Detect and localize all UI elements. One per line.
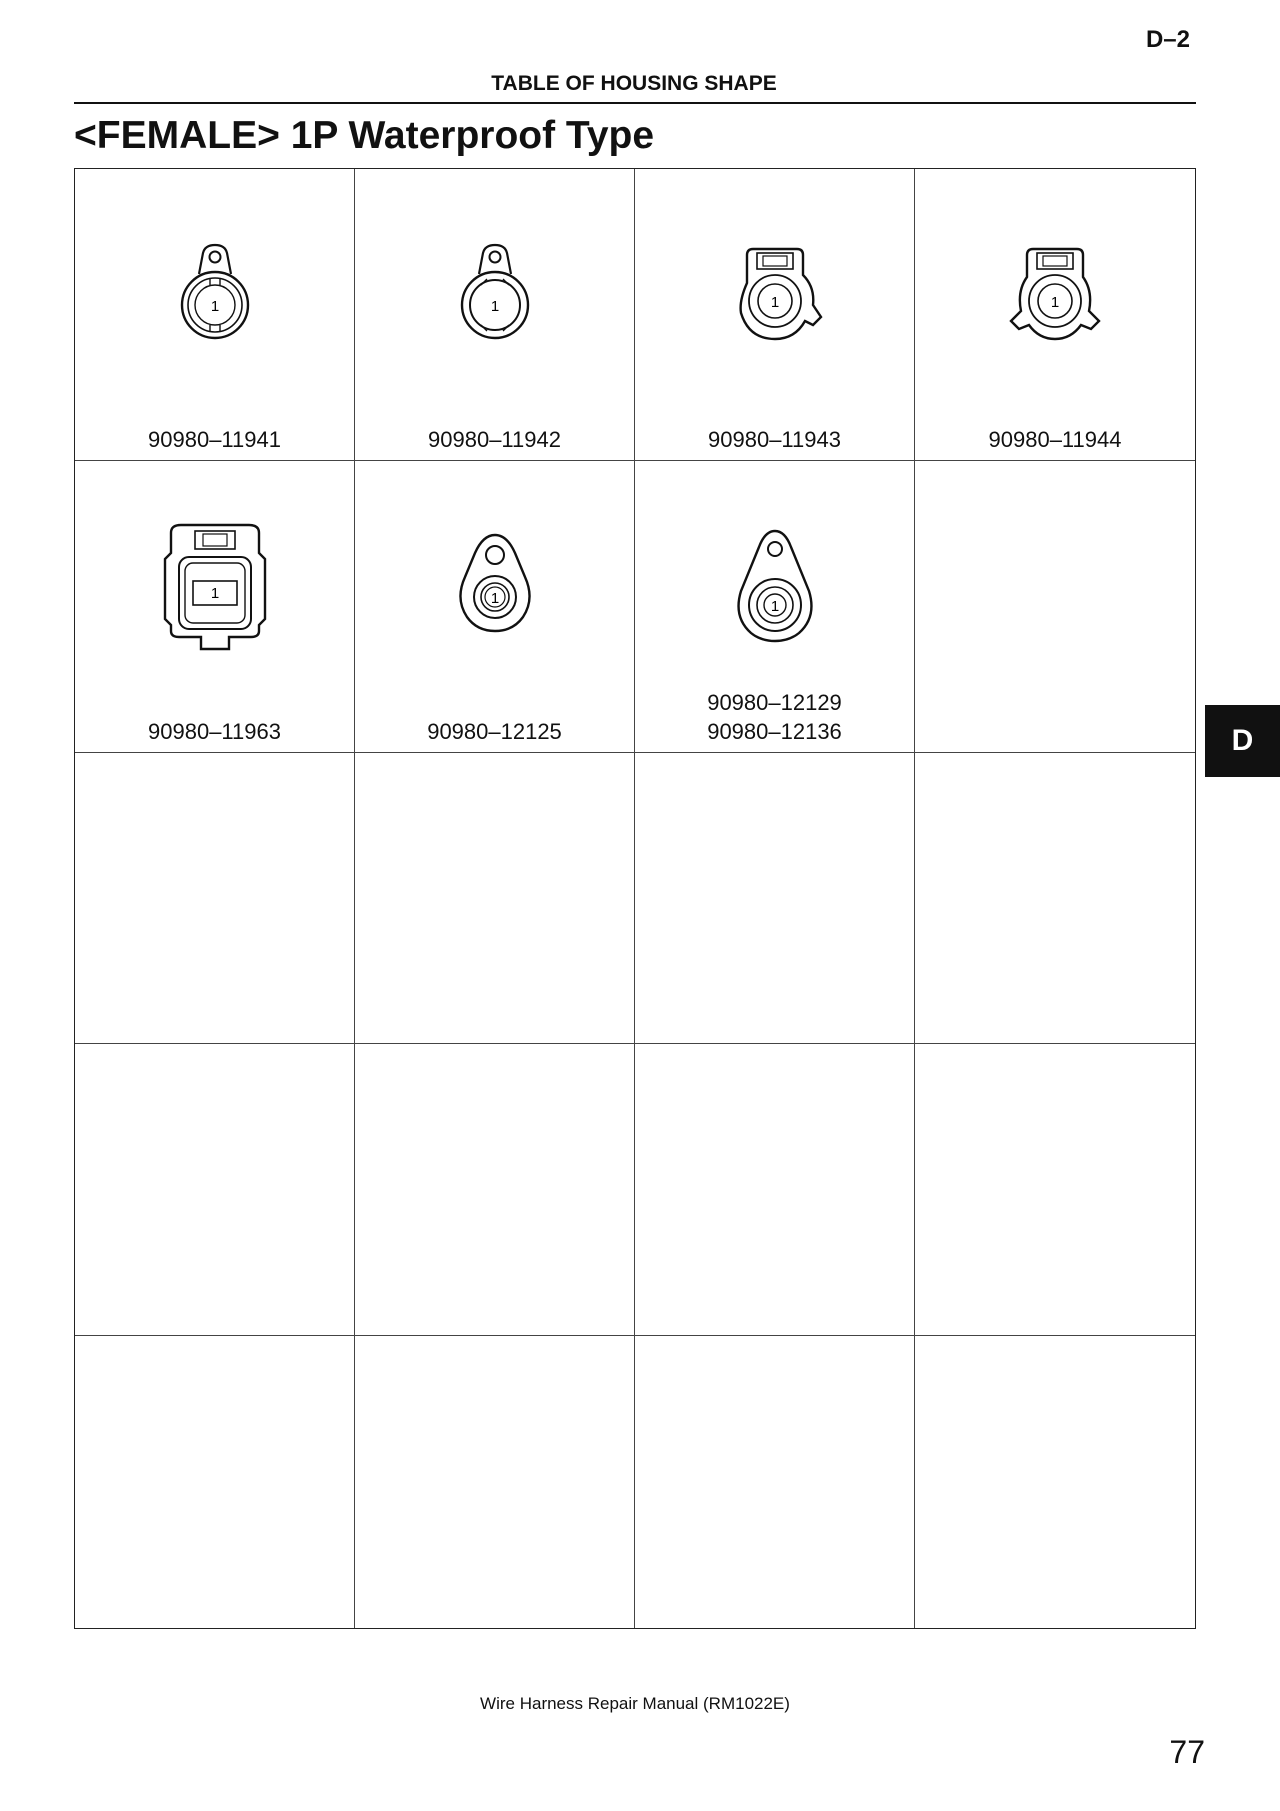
empty-cell bbox=[915, 753, 1195, 1045]
part-number: 90980–11941 bbox=[148, 426, 281, 452]
square-latch-connector-icon bbox=[725, 241, 825, 351]
rectangular-latch-connector-icon bbox=[155, 519, 275, 659]
connector-cell bbox=[635, 461, 915, 753]
terminal-number: 1 bbox=[490, 298, 499, 315]
connector-cell bbox=[915, 169, 1195, 461]
terminal-number: 1 bbox=[770, 597, 779, 615]
empty-cell bbox=[355, 753, 635, 1045]
part-number-list bbox=[75, 717, 354, 746]
round-tab-connector-icon bbox=[165, 241, 265, 351]
square-latch-connector-icon bbox=[1005, 241, 1105, 351]
empty-cell bbox=[915, 461, 1195, 753]
part-number-list bbox=[355, 717, 634, 746]
empty-cell bbox=[75, 753, 355, 1045]
teardrop-connector-icon bbox=[445, 533, 545, 643]
part-number: 90980–11944 bbox=[988, 426, 1122, 452]
round-tab-connector-icon bbox=[445, 241, 545, 351]
connector-cell bbox=[75, 169, 355, 461]
connector-cell bbox=[355, 461, 635, 753]
terminal-number: 1 bbox=[1050, 294, 1060, 311]
teardrop-connector-icon bbox=[725, 529, 825, 649]
section-header: TABLE OF HOUSING SHAPE bbox=[491, 72, 777, 95]
part-number-list bbox=[355, 425, 634, 454]
housing-shape-table bbox=[74, 168, 1196, 1629]
page-code: D–2 bbox=[1145, 26, 1190, 53]
connector-cell bbox=[355, 169, 635, 461]
page-title: <FEMALE> 1P Waterproof Type bbox=[74, 114, 655, 157]
part-number-list bbox=[635, 688, 914, 746]
terminal-number: 1 bbox=[210, 584, 219, 602]
empty-cell bbox=[355, 1336, 635, 1628]
terminal-number: 1 bbox=[210, 298, 219, 315]
connector-cell bbox=[635, 169, 915, 461]
empty-cell bbox=[635, 1336, 915, 1628]
part-number: 90980–12129 bbox=[707, 689, 842, 715]
connector-cell bbox=[75, 461, 355, 753]
part-number-list bbox=[915, 425, 1195, 454]
part-number: 90980–11963 bbox=[148, 718, 281, 744]
footer-manual-title: Wire Harness Repair Manual (RM1022E) bbox=[480, 1694, 790, 1713]
section-tab: D bbox=[1205, 705, 1280, 777]
part-number: 90980–12136 bbox=[707, 718, 842, 744]
empty-cell bbox=[75, 1336, 355, 1628]
page-number: 77 bbox=[1169, 1734, 1205, 1770]
part-number-list bbox=[75, 425, 354, 454]
empty-cell bbox=[75, 1044, 355, 1336]
empty-cell bbox=[635, 1044, 915, 1336]
empty-cell bbox=[915, 1336, 1195, 1628]
empty-cell bbox=[355, 1044, 635, 1336]
part-number: 90980–11943 bbox=[708, 426, 841, 452]
terminal-number: 1 bbox=[490, 589, 499, 607]
part-number: 90980–11942 bbox=[428, 426, 561, 452]
part-number: 90980–12125 bbox=[427, 718, 562, 744]
part-number-list bbox=[635, 425, 914, 454]
terminal-number: 1 bbox=[770, 294, 779, 311]
empty-cell bbox=[915, 1044, 1195, 1336]
header-rule bbox=[74, 102, 1196, 104]
empty-cell bbox=[635, 753, 915, 1045]
